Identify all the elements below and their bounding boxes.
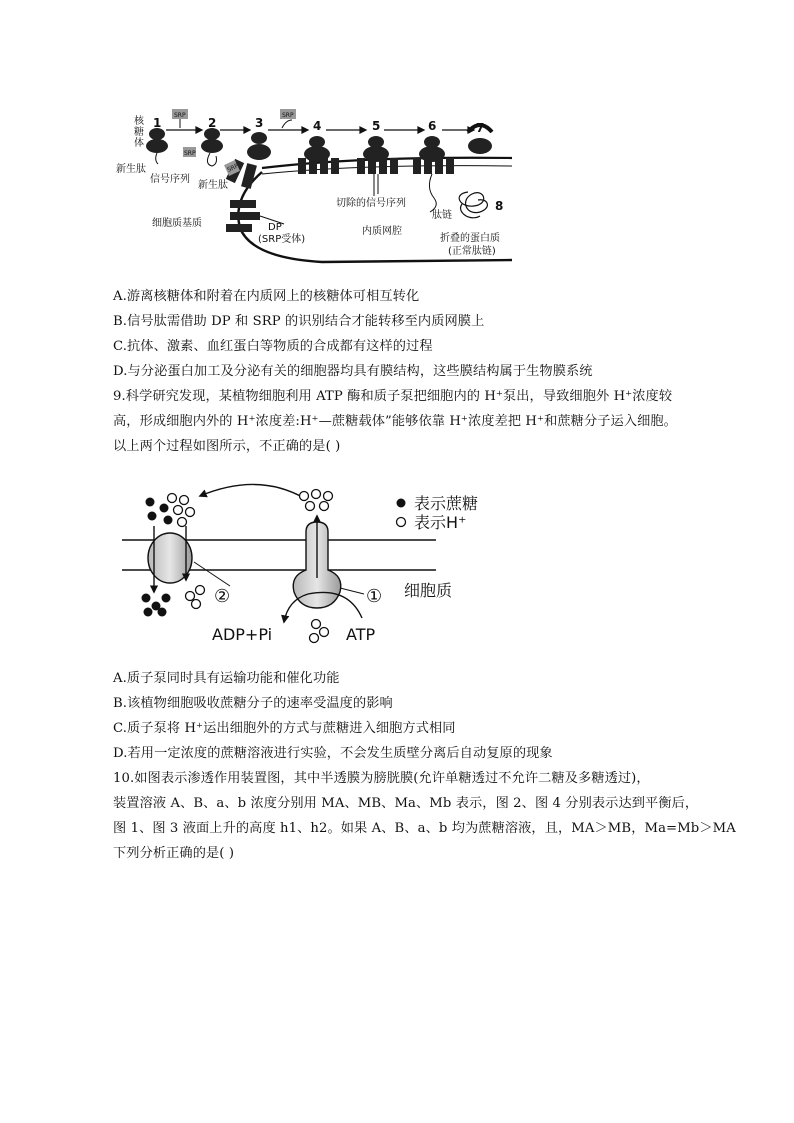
label-cytoplasm: 细胞质 [404,581,453,600]
label-dp: DP [268,222,282,233]
label-nascent-peptide: 新生肽 [198,180,228,191]
option-a: A.游离核糖体和附着在内质网上的核糖体可相互转化 [113,289,420,304]
ribosome-icon [413,136,454,212]
question-9-line: 高，形成细胞内外的 H⁺浓度差:H⁺—蔗糖载体”能够依靠 H⁺浓度差把 H⁺和蔗糖分子运入细胞。 [113,414,677,429]
label-peptide-chain: 肽链 [432,210,452,221]
question-10-line: 下列分析正确的是( ) [113,846,235,861]
srp-label: SRP [226,162,240,174]
question-10-line: 图 1、图 3 液面上升的高度 h1、h2。如果 A、B、a、b 均为蔗糖溶液，且，MA＞MB，Ma=Mb＞MA [113,821,736,836]
label-cytoplasmic-matrix: 细胞质基质 [152,218,202,229]
label-signal-sequence: 信号序列 [150,174,190,185]
ribosome-icon [357,136,398,196]
ribosome-icon [224,132,271,189]
label-atp: ATP [346,625,376,644]
label-srp-receptor: (SRP受体) [258,234,306,245]
option-b: B.该植物细胞吸收蔗糖分子的速率受温度的影响 [113,696,393,711]
stage-number: 6 [428,119,437,133]
option-d: D.若用一定浓度的蔗糖溶液进行实验，不会发生质壁分离后自动复原的现象 [113,746,553,761]
proton-pump-figure [118,478,498,650]
ribosome-icon [146,128,168,164]
stage-number: 2 [208,116,217,130]
sucrose-legend-icon [397,499,406,508]
label-folded-protein: 折叠的蛋白质 [440,233,500,244]
label-adp-pi: ADP+Pi [212,625,273,644]
stage-number: 1 [153,116,162,130]
stage-number: 4 [313,119,322,133]
question-10-line: 装置溶液 A、B、a、b 浓度分别用 MA、MB、Ma、Mb 表示，图 2、图 4 分别表示达到平衡后， [113,796,699,811]
ribosome-icon [298,136,339,174]
question-10-line: 10.如图表示渗透作用装置图，其中半透膜为膀胱膜(允许单糖透过不允许二糖及多糖透过)， [113,771,650,786]
option-c: C.抗体、激素、血红蛋白等物质的合成都有这样的过程 [113,339,433,354]
option-b: B.信号肽需借助 DP 和 SRP 的识别结合才能转移至内质网膜上 [113,314,485,329]
legend-proton-label: 表示H⁺ [414,513,467,532]
proton-legend-icon [397,518,406,527]
label-cleaved-signal: 切除的信号序列 [336,198,406,209]
question-9-line: 以上两个过程如图所示，不正确的是( ) [113,439,341,454]
option-a: A.质子泵同时具有运输功能和催化功能 [113,671,340,686]
label-er-lumen: 内质网腔 [362,226,402,237]
stage-number: 5 [372,119,381,133]
srp-label: SRP [282,112,294,119]
ribosome-icon [183,128,223,166]
question-9-line: 9.科学研究发现，某植物细胞利用 ATP 酶和质子泵把细胞内的 H⁺泵出，导致细胞外 H⁺浓度较 [113,389,673,404]
stage-number: 3 [255,116,264,130]
label-ribosome: 核糖体 [134,116,144,149]
srp-label: SRP [174,112,186,119]
label-normal-peptide: (正常肽链) [448,246,496,257]
option-c: C.质子泵将 H⁺运出细胞外的方式与蔗糖进入细胞方式相同 [113,721,456,736]
option-d: D.与分泌蛋白加工及分泌有关的细胞器均具有膜结构，这些膜结构属于生物膜系统 [113,364,593,379]
label-circle-2: ② [214,586,231,607]
stage-number: 7 [476,121,485,135]
stage-number: 8 [495,199,504,213]
legend-sucrose-label: 表示蔗糖 [414,494,479,513]
folded-protein-icon [459,192,487,218]
label-circle-1: ① [366,586,383,607]
srp-pathway-figure [112,108,522,270]
srp-label: SRP [184,150,196,157]
label-nascent-peptide: 新生肽 [116,164,146,175]
